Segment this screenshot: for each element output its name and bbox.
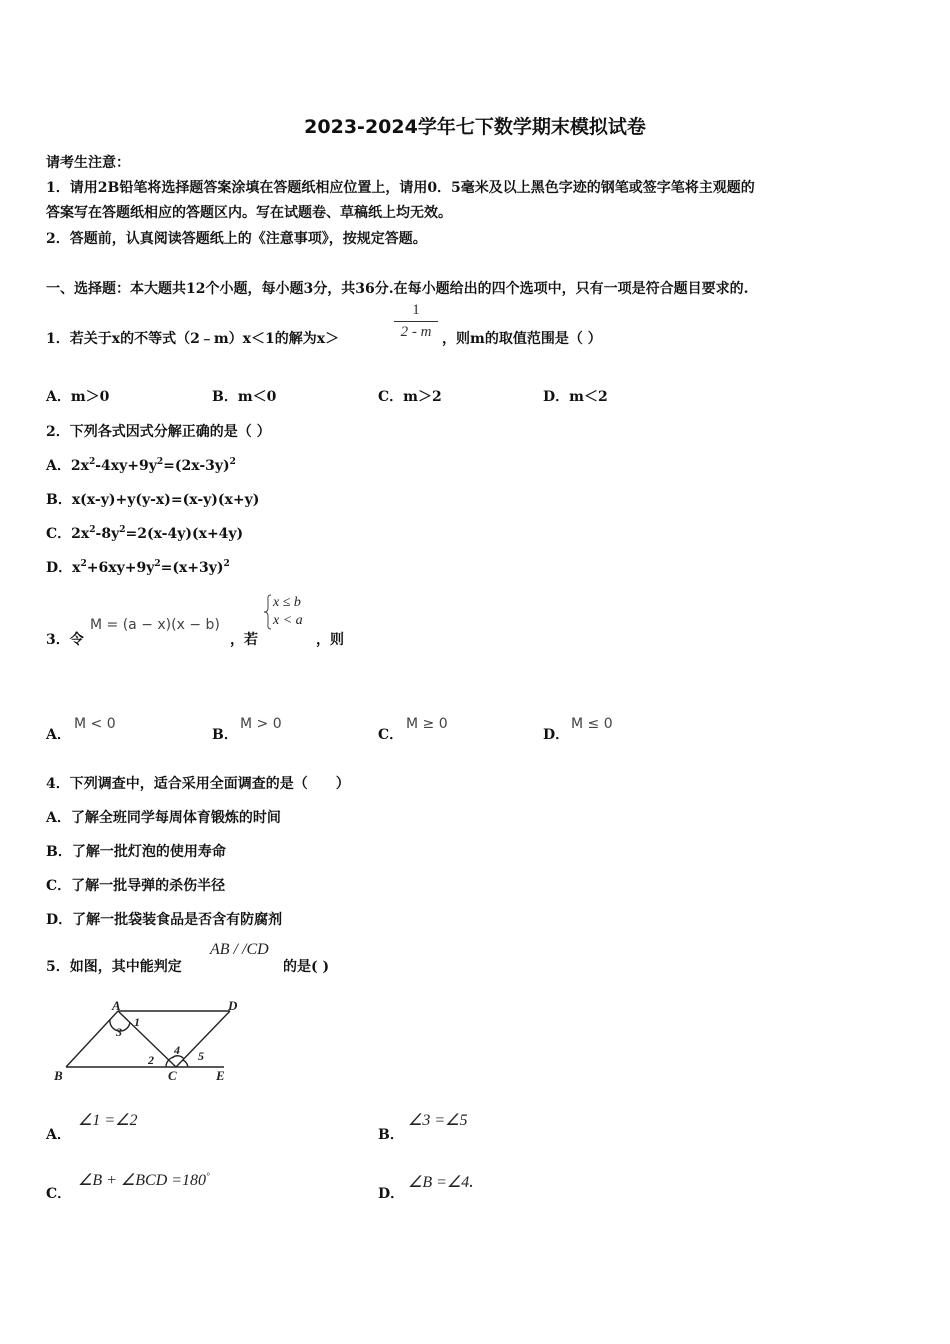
q3-stem-b: ，若 — [230, 632, 258, 648]
figure-label-e: E — [216, 1068, 225, 1083]
q5-option-d: ∠B =∠4. — [408, 1174, 473, 1191]
q3-option-b: M > 0 — [240, 716, 282, 732]
q5-option-a: ∠1 =∠2 — [78, 1112, 138, 1129]
q2-option-d: D．$x^2+6xy+9y^2=(x+3y)^2$ — [46, 559, 230, 576]
figure-label-b: B — [54, 1068, 63, 1083]
q1-option-d: D．m＜2 — [543, 389, 608, 405]
figure-angle-1: 1 — [134, 1015, 140, 1029]
q5-geometry-figure — [44, 998, 250, 1088]
q2-option-b: B．x(x-y)+y(y-x)=(x-y)(x+y) — [46, 492, 260, 508]
q3-option-a: M < 0 — [74, 716, 116, 732]
notice-line-2: 2．答题前，认真阅读答题纸上的《注意事项》，按规定答题。 — [46, 231, 427, 247]
q3-option-c: M ≥ 0 — [406, 716, 448, 732]
q5-stem-b: 的是( ) — [283, 959, 330, 975]
figure-angle-4: 4 — [174, 1043, 180, 1057]
q1-option-c: C．m＞2 — [378, 389, 442, 405]
q1-fraction-denominator: 2 - m — [400, 324, 432, 340]
q5-option-b: ∠3 =∠5 — [408, 1112, 468, 1129]
q3-expression: M = (a − x)(x − b) — [90, 617, 220, 633]
q5-stem-a: 5．如图，其中能判定 — [46, 959, 182, 975]
q1-option-b: B．m＜0 — [212, 389, 277, 405]
q5-option-c-label: C． — [46, 1186, 72, 1202]
figure-angle-3: 3 — [116, 1025, 122, 1039]
figure-angle-5: 5 — [198, 1049, 204, 1063]
q1-fraction — [394, 302, 438, 341]
q3-condition-2: x < a — [273, 613, 303, 628]
q4-option-c: C．了解一批导弹的杀伤半径 — [46, 878, 226, 894]
figure-angle-2: 2 — [148, 1053, 154, 1067]
q3-option-c-label: C． — [378, 727, 404, 743]
q1-stem-a: 1．若关于x的不等式（2﹣m）x＜1的解为x＞ — [46, 331, 340, 347]
q3-option-d: M ≤ 0 — [571, 716, 613, 732]
notice-heading: 请考生注意： — [46, 155, 130, 171]
q3-condition-1: x ≤ b — [273, 595, 301, 610]
q4-option-b: B．了解一批灯泡的使用寿命 — [46, 844, 226, 860]
q3-option-a-label: A． — [46, 727, 71, 743]
q5-option-b-label: B． — [378, 1127, 404, 1143]
q5-expression: AB / /CD — [210, 941, 269, 958]
figure-label-d: D — [228, 998, 238, 1013]
notice-line-1b: 答案写在答题纸相应的答题区内。写在试题卷、草稿纸上均无效。 — [46, 205, 452, 221]
page-title: 2023-2024学年七下数学期末模拟试卷 — [304, 116, 646, 138]
q5-option-a-label: A． — [46, 1127, 71, 1143]
notice-line-1: 1．请用2B铅笔将选择题答案涂填在答题纸相应位置上，请用0．5毫米及以上黑色字迹的钢笔或签字笔将主观题的 — [46, 180, 755, 196]
figure-label-a: A — [112, 998, 121, 1013]
q1-fraction-numerator: 1 — [412, 302, 420, 318]
q3-option-b-label: B． — [212, 727, 238, 743]
figure-label-c: C — [168, 1068, 177, 1083]
q4-stem: 4．下列调查中，适合采用全面调查的是（ ） — [46, 776, 350, 792]
q3-brace-icon — [263, 594, 273, 630]
q5-option-c: ∠B + ∠BCD =180° — [78, 1171, 210, 1189]
section-heading: 一、选择题：本大题共12个小题，每小题3分，共36分.在每小题给出的四个选项中，只有一项是符合题目要求的. — [46, 281, 749, 297]
q3-stem-c: ，则 — [316, 632, 344, 648]
q2-stem: 2．下列各式因式分解正确的是（ ） — [46, 424, 271, 440]
q4-option-d: D．了解一批袋装食品是否含有防腐剂 — [46, 912, 283, 928]
q1-option-a: A．m＞0 — [46, 389, 110, 405]
q3-stem-a: 3．令 — [46, 632, 84, 648]
q2-option-a: A．$2x^2-4xy+9y^2=(2x-3y)^2$ — [46, 457, 236, 474]
q4-option-a: A．了解全班同学每周体育锻炼的时间 — [46, 810, 281, 826]
q2-option-c: C．$2x^2-8y^2=2(x-4y)(x+4y)$ — [46, 525, 244, 542]
q1-stem-b: ，则m的取值范围是（ ） — [442, 331, 602, 347]
q3-option-d-label: D． — [543, 727, 570, 743]
q5-option-d-label: D． — [378, 1186, 405, 1202]
